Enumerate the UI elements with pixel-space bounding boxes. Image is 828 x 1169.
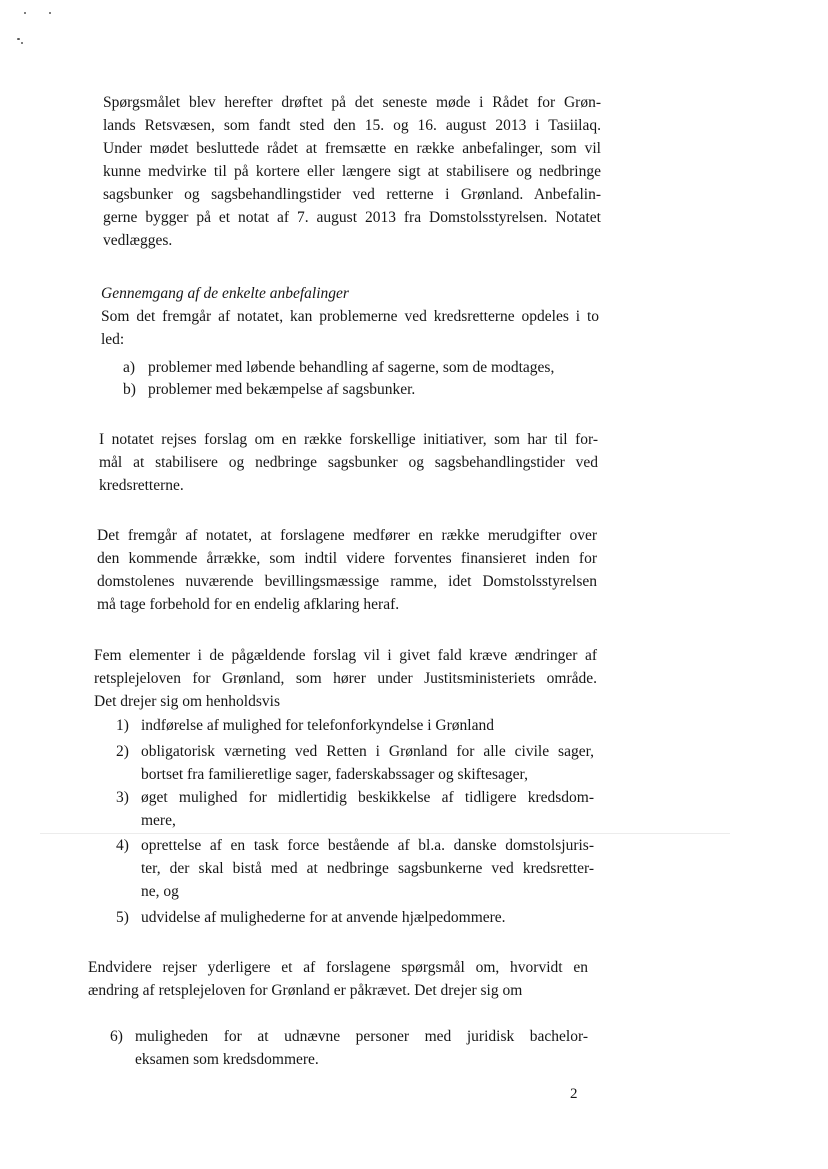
text-line: Under mødet besluttede rådet at fremsætte en række anbefalinger, som vil [103,140,601,157]
scan-speck [49,12,51,14]
text-line: ændring af retsplejeloven for Grønland er påkrævet. Det drejer sig om [88,982,523,999]
text-line: den kommende årrække, som indtil videre forventes finansieret inden for [97,550,597,567]
page-number: 2 [570,1086,578,1102]
text-line: vedlægges. [103,232,173,249]
text-line: bortset fra familieretlige sager, faderskabssager og skiftesager, [141,766,528,783]
text-line: Fem elementer i de pågældende forslag vil i givet fald kræve ændringer af [94,647,597,664]
text-line: Som det fremgår af notatet, kan problemerne ved kredsretterne opdeles i to [101,308,599,325]
list-item-text [141,786,594,832]
list-item-text: problemer med bekæmpelse af sagsbunker. [148,381,416,398]
list-marker: a) [123,359,136,376]
list-marker: 2) [116,743,129,760]
paragraph-further [88,956,588,1002]
text-line: oprettelse af en task force bestående af bl.a. danske domstolsjuris- [141,837,594,854]
list-item-text: problemer med løbende behandling af sagerne, som de modtages, [148,359,555,376]
text-line: kunne medvirke til på kortere eller længere sigt at stabilisere og nedbringe [103,163,601,180]
list-marker: b) [123,381,136,398]
text-line: mål at stabilisere og nedbringe sagsbunker og sagsbehandlingstider ved [99,454,598,471]
scan-speck [24,12,26,14]
paragraph-costs [97,524,597,616]
text-line: gerne bygger på et notat af 7. august 2013 fra Domstolsstyrelsen. Notatet [103,209,601,226]
text-line: øget mulighed for midlertidig beskikkelse af tidligere kredsdom- [141,789,594,806]
text-line: mere, [141,812,176,829]
list-item-text [135,1025,588,1071]
text-line: domstolenes nuværende bevillingsmæssige ramme, idet Domstolsstyrelsen [97,573,597,590]
list-marker: 6) [110,1028,123,1045]
text-line: lands Retsvæsen, som fandt sted den 15. og 16. august 2013 i Tasiilaq. [103,117,601,134]
list-item-text [141,906,594,929]
list-marker: 5) [116,909,129,926]
paragraph-elements [94,644,597,713]
text-line: sagsbunker og sagsbehandlingstider ved retterne i Grønland. Anbefalin- [103,186,601,203]
text-line: må tage forbehold for en endelig afklaring heraf. [97,596,400,613]
text-line: indførelse af mulighed for telefonforkyndelse i Grønland [141,717,494,734]
text-line: I notatet rejses forslag om en række forskellige initiativer, som har til for- [99,431,598,448]
list-marker: 1) [116,717,129,734]
scan-speck [21,42,23,44]
list-item-text [141,714,594,737]
list-marker: 4) [116,837,129,854]
text-line: Det drejer sig om henholdsvis [94,693,280,710]
paragraph-problems [101,305,599,351]
text-line: Spørgsmålet blev herefter drøftet på det seneste møde i Rådet for Grøn- [103,94,601,111]
text-line: udvidelse af mulighederne for at anvende hjælpedommere. [141,909,506,926]
text-line: ne, og [141,883,179,900]
scan-speck [17,38,20,40]
paragraph-initiatives [99,428,598,497]
text-line: retsplejeloven for Grønland, som hører under Justitsministeriets område. [94,670,597,687]
list-item-text [141,740,594,786]
text-line: led: [101,331,125,348]
text-line: eksamen som kredsdommere. [135,1051,319,1068]
section-heading: Gennemgang af de enkelte anbefalinger [101,285,349,302]
text-line: kredsretterne. [99,477,184,494]
text-line: muligheden for at udnævne personer med juridisk bachelor- [135,1028,588,1045]
text-line: ter, der skal bistå med at nedbringe sagsbunkerne ved kredsretter- [141,860,594,877]
list-item-text [141,834,594,903]
text-line: Det fremgår af notatet, at forslagene medfører en række merudgifter over [97,527,597,544]
paragraph-intro [103,91,601,252]
text-line: Endvidere rejser yderligere et af forslagene spørgsmål om, hvorvidt en [88,959,588,976]
text-line: obligatorisk værneting ved Retten i Grønland for alle civile sager, [141,743,594,760]
list-marker: 3) [116,789,129,806]
